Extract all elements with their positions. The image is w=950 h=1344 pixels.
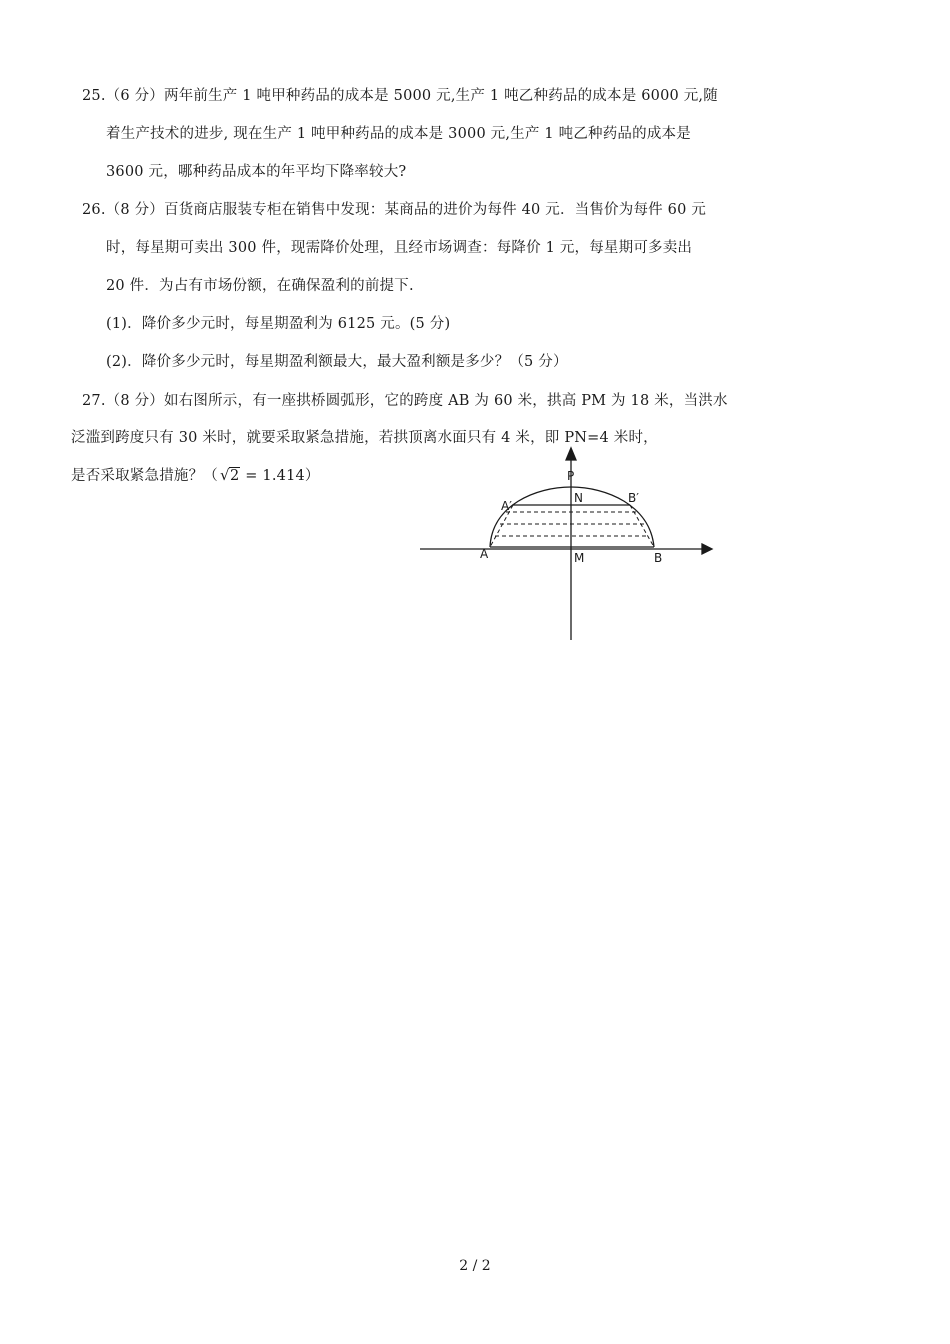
label-m: M xyxy=(574,551,585,565)
q26-line1: 26.（8 分）百货商店服装专柜在销售中发现：某商品的进价为每件 40 元．当售价为每件 60 元 xyxy=(82,202,707,218)
arch-bridge-figure xyxy=(418,440,718,645)
q27-line3-prefix: 是否采取紧急措施？（ xyxy=(71,468,218,484)
q27-line3 xyxy=(71,466,320,486)
label-a: A xyxy=(480,547,489,561)
q27-line2: 泛滥到跨度只有 30 米时，就要采取紧急措施，若拱顶离水面只有 4 米，即 PN=4 米时， xyxy=(71,430,658,446)
label-p: P xyxy=(567,469,575,483)
dashed-right-side xyxy=(630,505,654,547)
q25-line3: 3600 元，哪种药品成本的年平均下降率较大? xyxy=(106,164,407,180)
label-b: B xyxy=(654,551,663,565)
label-b-prime: B′ xyxy=(628,491,639,505)
x-axis-arrow-icon xyxy=(702,544,712,554)
q25-line1: 25.（6 分）两年前生产 1 吨甲种药品的成本是 5000 元,生产 1 吨乙种药品的成本是 6000 元,随 xyxy=(82,88,718,104)
sqrt-expression xyxy=(220,466,240,486)
q25-line2: 着生产技术的进步, 现在生产 1 吨甲种药品的成本是 3000 元,生产 1 吨乙种药品的成本是 xyxy=(106,126,691,142)
q26-line2: 时，每星期可卖出 300 件，现需降价处理，且经市场调查：每降价 1 元，每星期可多卖出 xyxy=(106,240,693,256)
q26-line3: 20 件．为占有市场份额，在确保盈利的前提下. xyxy=(106,278,414,294)
q26-part2: (2)．降价多少元时，每星期盈利额最大，最大盈利额是多少？（5 分） xyxy=(106,354,568,370)
page-number: 2 / 2 xyxy=(459,1258,491,1274)
sqrt-radicand: 2 xyxy=(230,468,240,484)
radical-sign-icon: √ xyxy=(220,466,230,484)
q27-line3-suffix: ） xyxy=(304,468,320,484)
label-a-prime: A′ xyxy=(501,499,512,513)
q27-line1: 27.（8 分）如右图所示，有一座拱桥圆弧形，它的跨度 AB 为 60 米，拱高 PM 为 18 米，当洪水 xyxy=(82,393,728,409)
label-n: N xyxy=(574,491,583,505)
sqrt-value: = 1.414 xyxy=(240,468,305,484)
q26-part1: (1)．降价多少元时，每星期盈利为 6125 元。(5 分) xyxy=(106,316,451,332)
y-axis-arrow-icon xyxy=(566,448,576,460)
